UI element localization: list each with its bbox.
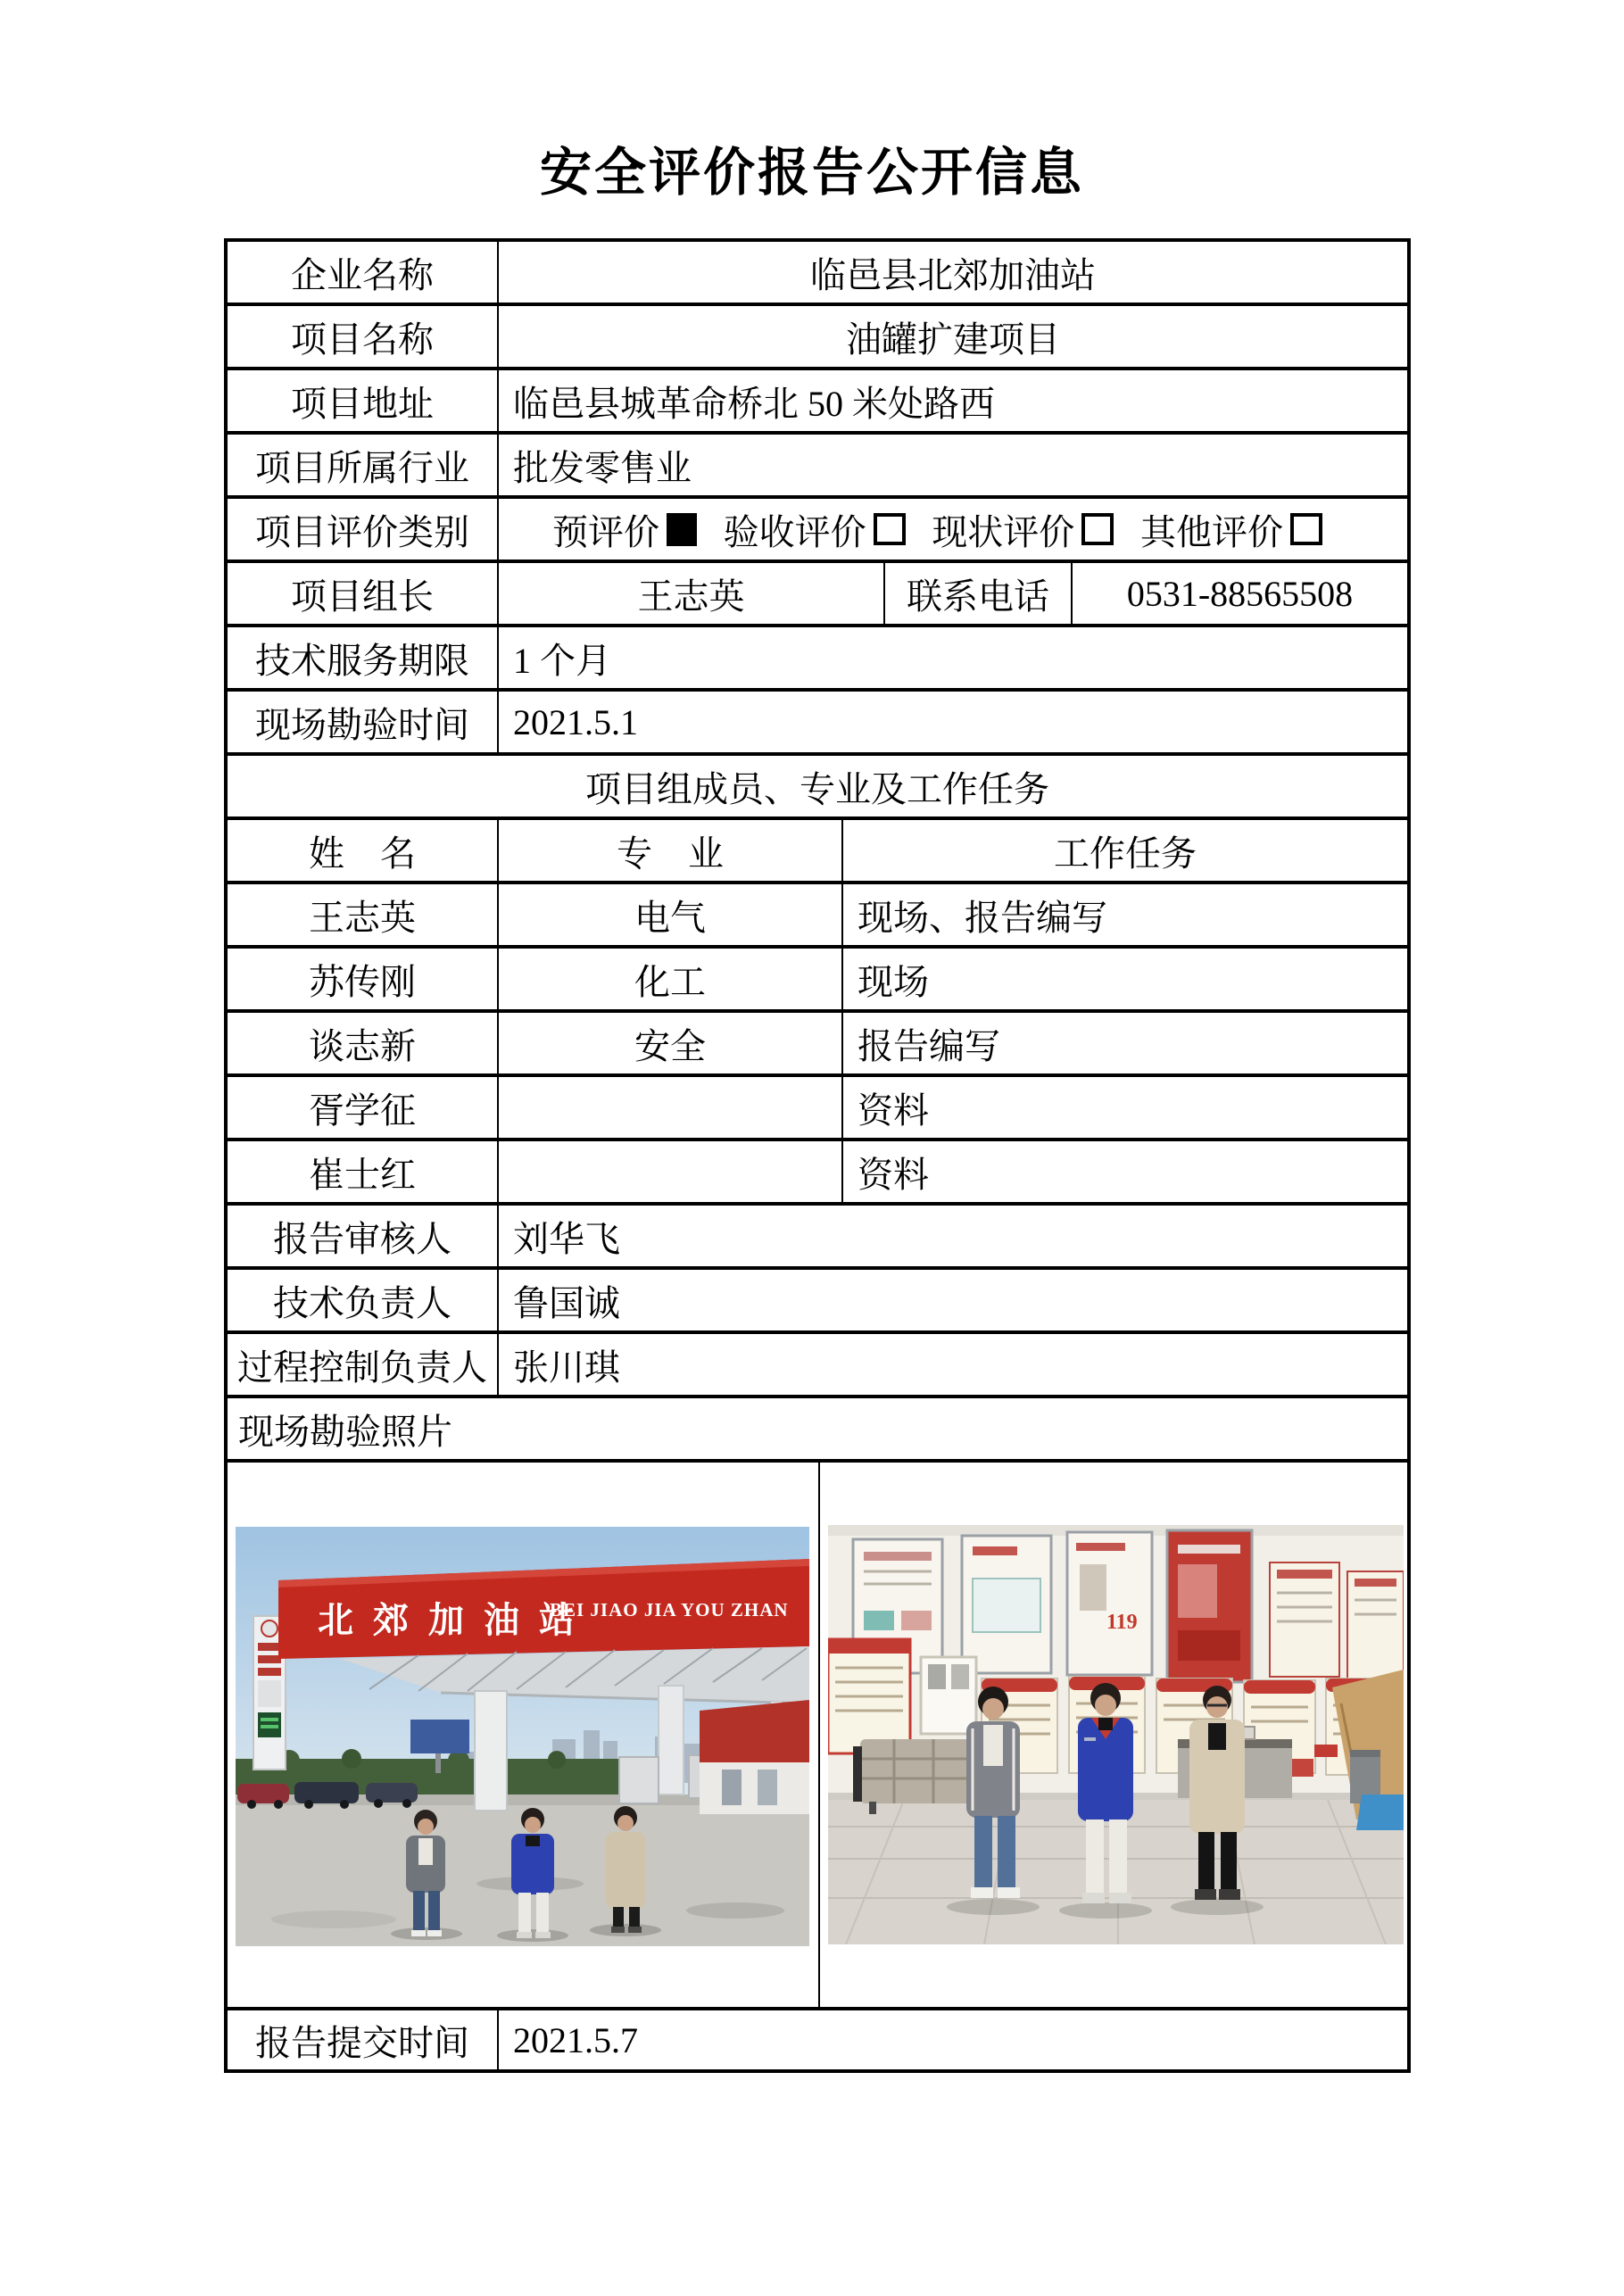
industry-value: 批发零售业	[513, 447, 692, 488]
member-task: 现场、报告编写	[858, 897, 1107, 938]
member-major	[499, 1077, 843, 1138]
team-member-row	[228, 949, 1407, 1013]
team-member-row	[228, 884, 1407, 949]
project-value: 油罐扩建项目	[846, 319, 1060, 360]
people-group	[391, 1806, 661, 1942]
team-member-row	[228, 1013, 1407, 1077]
team-member-row	[228, 1077, 1407, 1141]
table-row	[228, 627, 1407, 692]
table-row	[228, 1270, 1407, 1334]
site-photo-office-interior	[828, 1525, 1404, 1944]
member-major: 电气	[499, 884, 843, 945]
service-period-value: 1 个月	[513, 640, 611, 681]
phone-label: 联系电话	[885, 563, 1073, 624]
checkbox-unchecked-icon	[1290, 513, 1322, 545]
station-sign-cn: 北 郊 加 油 站	[318, 1600, 580, 1640]
table-row	[228, 435, 1407, 499]
table-row	[228, 306, 1407, 370]
option-pre-evaluation	[552, 504, 697, 555]
process-lead-value: 张川琪	[513, 1347, 620, 1388]
member-name: 胥学征	[228, 1077, 499, 1138]
site-photo-gas-station	[236, 1527, 809, 1946]
option-acceptance-evaluation	[724, 504, 906, 555]
phone-value: 0531-88565508	[1126, 573, 1354, 614]
member-task: 现场	[858, 961, 929, 1002]
table-row	[228, 2010, 1407, 2069]
tech-lead-value: 鲁国诚	[513, 1282, 620, 1323]
option-label: 其他评价	[1139, 511, 1283, 552]
industry-label: 项目所属行业	[228, 435, 499, 495]
reviewer-label: 报告审核人	[228, 1206, 499, 1266]
address-label: 项目地址	[228, 370, 499, 431]
member-name: 崔士红	[228, 1141, 499, 1202]
photos-section-row	[228, 1398, 1407, 1463]
member-major	[499, 1141, 843, 1202]
member-major: 安全	[499, 1013, 843, 1073]
tech-lead-label: 技术负责人	[228, 1270, 499, 1330]
store-building	[700, 1700, 809, 1814]
report-table	[224, 238, 1411, 2073]
table-row	[228, 692, 1407, 756]
member-task: 资料	[858, 1090, 929, 1131]
member-task: 资料	[858, 1154, 929, 1195]
option-label: 现状评价	[932, 511, 1075, 552]
team-member-row	[228, 1141, 1407, 1206]
service-period-label: 技术服务期限	[228, 627, 499, 688]
project-label: 项目名称	[228, 306, 499, 367]
option-label: 验收评价	[723, 511, 866, 552]
photos-section-label: 现场勘验照片	[238, 1411, 452, 1452]
checkbox-unchecked-icon	[874, 513, 906, 545]
process-lead-label: 过程控制负责人	[228, 1334, 499, 1395]
column-major: 专 业	[499, 820, 843, 881]
photo-cell-right	[820, 1463, 1407, 2007]
table-row	[228, 1206, 1407, 1270]
evaluation-type-label: 项目评价类别	[228, 499, 499, 559]
option-status-evaluation	[932, 504, 1114, 555]
member-name: 苏传刚	[228, 949, 499, 1009]
column-task: 工作任务	[1054, 833, 1197, 874]
column-name: 姓 名	[228, 820, 499, 881]
table-row	[228, 563, 1407, 627]
survey-date-label: 现场勘验时间	[228, 692, 499, 752]
photos-row	[228, 1463, 1407, 2010]
photo-cell-left	[228, 1463, 820, 2007]
station-sign-en: BEI JIAO JIA YOU ZHAN	[550, 1599, 789, 1620]
poster-119-number: 119	[1106, 1611, 1138, 1634]
option-label: 预评价	[552, 511, 659, 552]
submit-date-label: 报告提交时间	[228, 2010, 499, 2069]
member-name: 谈志新	[228, 1013, 499, 1073]
evaluation-type-options	[499, 499, 1407, 559]
team-section-header: 项目组成员、专业及工作任务	[585, 768, 1049, 809]
company-value: 临邑县北郊加油站	[810, 254, 1096, 295]
address-value: 临邑县城革命桥北 50 米处路西	[513, 383, 995, 424]
table-row	[228, 499, 1407, 563]
table-row	[228, 370, 1407, 435]
team-section-header-row	[228, 756, 1407, 820]
checkbox-unchecked-icon	[1081, 513, 1114, 545]
checkbox-checked-icon	[667, 513, 697, 546]
page-title: 安全评价报告公开信息	[539, 144, 1084, 202]
member-major: 化工	[499, 949, 843, 1009]
table-row	[228, 242, 1407, 306]
leader-name: 王志英	[499, 563, 885, 624]
company-label: 企业名称	[228, 242, 499, 303]
survey-date-value: 2021.5.1	[513, 701, 638, 742]
leader-label: 项目组长	[228, 563, 499, 624]
reviewer-value: 刘华飞	[513, 1218, 620, 1259]
team-columns-row	[228, 820, 1407, 884]
option-other-evaluation	[1140, 504, 1322, 555]
submit-date-value: 2021.5.7	[513, 2019, 638, 2060]
member-name: 王志英	[228, 884, 499, 945]
member-task: 报告编写	[858, 1025, 1000, 1066]
table-row	[228, 1334, 1407, 1398]
